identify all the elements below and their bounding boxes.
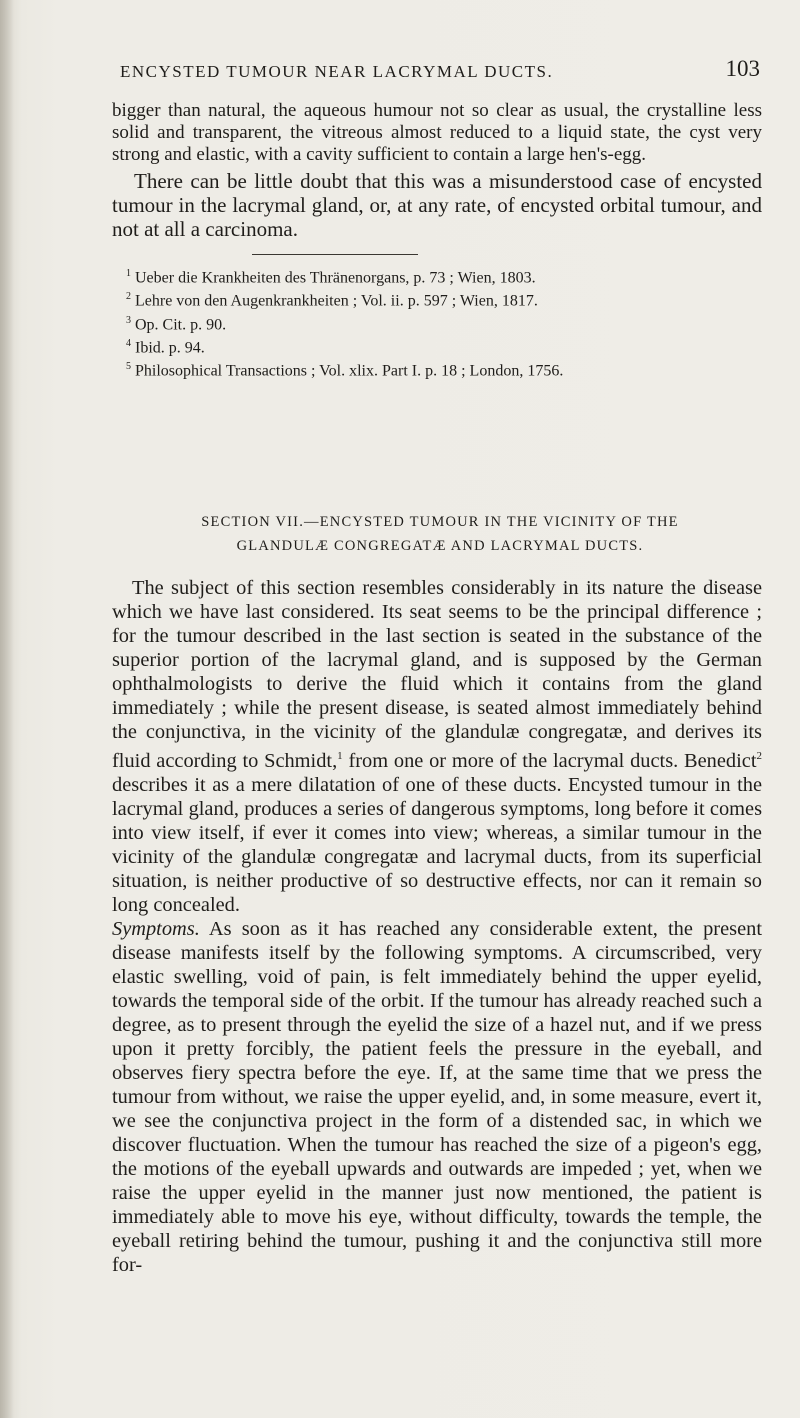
footnote-text: Op. Cit. p. 90. (135, 315, 227, 333)
footnote-ref: 2 (756, 750, 762, 762)
symptoms-heading: Symptoms. (112, 917, 200, 940)
page-number: 103 (725, 56, 760, 81)
footnote-text: Lehre von den Augenkrankheiten ; Vol. ii. p. 597 ; Wien, 1817. (135, 292, 538, 310)
body-text: describes it as a mere dilatation of one of these ducts. Encysted tumour in the lacrymal gland, produces a series of dangerous symptoms, long before it comes into view itself, if ever it comes into view; whereas, a similar tumour in the vicinity of the glandulæ congregatæ and lacrymal ducts, from its superficial situation, is neither productive of so destructive effects, nor can it remain so long concealed. (112, 773, 762, 916)
body-paragraph (112, 917, 762, 1277)
body-text: The subject of this section resembles considerably in its nature the disease which we have last considered. Its seat seems to be the principal difference ; for the tumour described in the last section is seated in the substance of the superior portion of the lacrymal gland, and is supposed by the German ophthalmologists to derive the fluid which it contains from the gland immediately ; while the present disease, is seated almost immediately behind the conjunctiva, in the vicinity of the glandulæ congregatæ, and derives its fluid according to Schmidt, (112, 577, 762, 772)
body-paragraph (112, 576, 762, 917)
footnote-mark: 2 (126, 291, 131, 303)
continued-text: bigger than natural, the aqueous humour not so clear as usual, the crystalline less solid and transparent, the vitreous almost reduced to a liquid state, the cyst very strong and elastic, with a cavity sufficient to contain a large hen's-egg. (112, 100, 762, 165)
body-text: from one or more of the lacrymal ducts. Benedict (342, 749, 757, 772)
footnote-mark: 4 (126, 337, 131, 349)
footnote-text: Ibid. p. 94. (135, 339, 205, 357)
footnote (126, 311, 762, 334)
footnote (126, 287, 762, 310)
running-head: ENCYSTED TUMOUR NEAR LACRYMAL DUCTS. (120, 62, 554, 81)
body-text: As soon as it has reached any considerable extent, the present disease manifests itself by the following symptoms. A circumscribed, very elastic swelling, void of pain, is felt immediately behind the upper eyelid, towards the temporal side of the orbit. If the tumour has already reached such a degree, as to present through the eyelid the size of a hazel nut, and if we press upon it pretty forcibly, the patient feels the pressure in the eyeball, and observes fiery spectra before the eye. If, at the same time that we press the tumour from without, we raise the upper eyelid, and, in some measure, evert it, we see the conjunctiva project in the form of a distended sac, in which we discover fluctuation. When the tumour has reached the size of a pigeon's egg, the motions of the eyeball upwards and outwards are impeded ; yet, when we raise the upper eyelid in the manner just now mentioned, the patient is immediately able to move his eye, without difficulty, towards the temple, the eyeball retiring behind the tumour, pushing it and the conjunctiva still more for- (112, 917, 762, 1276)
conclusion-text: There can be little doubt that this was a misunderstood case of encysted tumour in the lacrymal gland, or, at any rate, of encysted orbital tumour, and not at all a carcinoma. (112, 169, 762, 241)
footnotes (112, 264, 762, 381)
section-title-line: SECTION VII.—ENCYSTED TUMOUR IN THE VICINITY OF THE (201, 514, 679, 530)
footnote-text: Ueber die Krankheiten des Thränenorgans, p. 73 ; Wien, 1803. (135, 269, 536, 287)
footnote-mark: 3 (126, 314, 131, 326)
section-body (112, 576, 762, 1277)
page-header (100, 56, 760, 90)
footnote-mark: 5 (126, 361, 131, 373)
footnote (126, 334, 762, 357)
footnote-rule (252, 254, 418, 255)
footnote (126, 357, 762, 380)
footnote-mark: 1 (126, 268, 131, 279)
continued-paragraph (112, 100, 762, 241)
section-title-line: GLANDULÆ CONGREGATÆ AND LACRYMAL DUCTS. (236, 538, 644, 554)
binding-shadow (0, 0, 14, 1418)
footnote-text: Philosophical Transactions ; Vol. xlix. Part I. p. 18 ; London, 1756. (135, 362, 564, 380)
section-title (130, 510, 750, 558)
footnote-ref: 1 (337, 750, 343, 762)
footnote (126, 264, 762, 287)
